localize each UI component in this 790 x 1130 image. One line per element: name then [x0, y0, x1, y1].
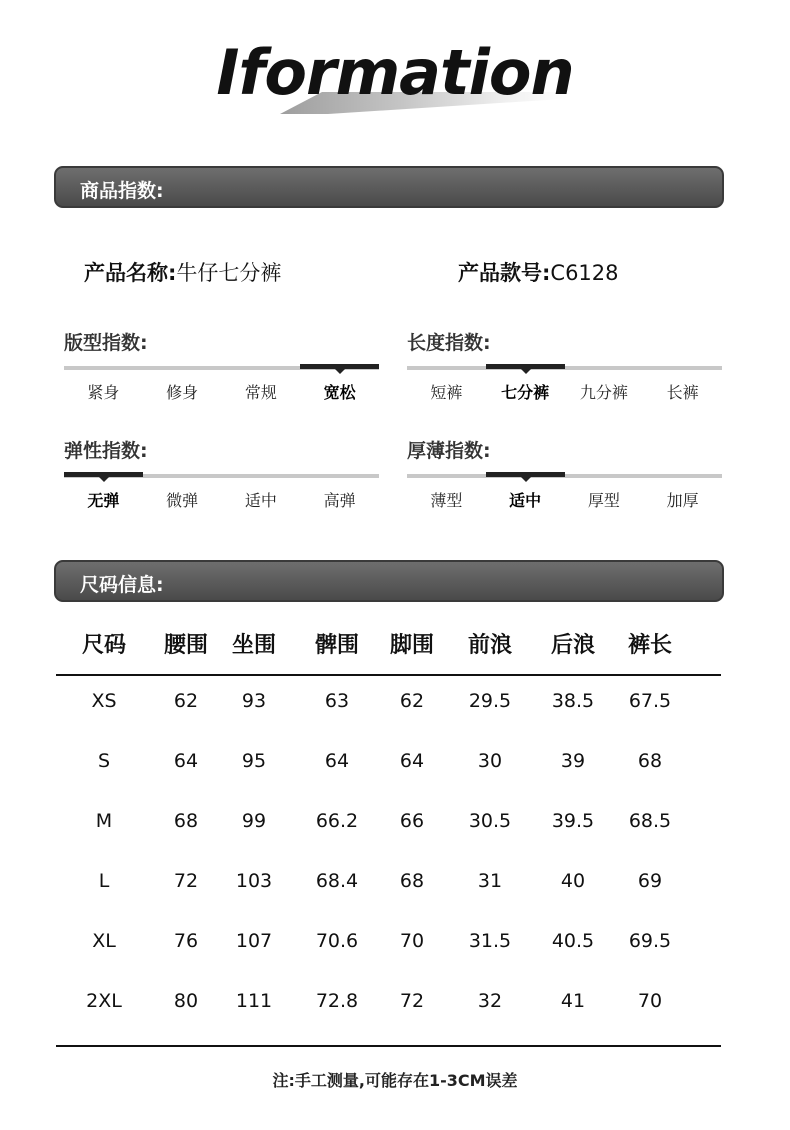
- index-option: 微弹: [166, 491, 199, 510]
- table-row: [56, 676, 721, 736]
- index-option: 薄型: [430, 491, 463, 510]
- index-option: 适中: [244, 491, 277, 510]
- table-cell: 107: [235, 930, 273, 952]
- product-name: [84, 257, 281, 287]
- index-track: [407, 474, 722, 478]
- table-row: [56, 736, 721, 796]
- table-header-cell: 脚围: [389, 633, 434, 658]
- index-marker: [300, 364, 379, 369]
- index-option: 九分裤: [579, 383, 628, 402]
- index-label: 弹性指数:: [64, 440, 148, 462]
- index-option: 适中: [509, 491, 542, 510]
- table-cell: 62: [399, 690, 425, 712]
- table-cell: 30.5: [468, 810, 512, 832]
- table-row: [56, 916, 721, 976]
- index-option: 七分裤: [501, 383, 550, 402]
- index-option: 厚型: [587, 491, 620, 510]
- table-header-cell: 坐围: [231, 633, 276, 658]
- table-cell: M: [95, 810, 113, 832]
- index-marker: [486, 472, 565, 477]
- table-cell: 103: [235, 870, 273, 892]
- table-cell: 38.5: [551, 690, 595, 712]
- section-header-label: 商品指数:: [80, 180, 164, 202]
- table-header-row: [56, 618, 721, 676]
- table-header-cell: 前浪: [467, 633, 512, 658]
- index-track: [407, 366, 722, 370]
- index-option: 高弹: [323, 491, 356, 510]
- table-header-cell: 裤长: [627, 633, 672, 658]
- table-cell: 39: [560, 750, 586, 772]
- table-cell: 31: [477, 870, 503, 892]
- index-options: [64, 488, 379, 511]
- table-bottom-rule: [56, 1045, 721, 1047]
- table-cell: 69.5: [628, 930, 672, 952]
- table-cell: 40: [560, 870, 586, 892]
- section-header-label: 尺码信息:: [80, 574, 164, 596]
- table-cell: 2XL: [86, 990, 122, 1012]
- index-option: 长裤: [666, 383, 699, 402]
- index-label: 版型指数:: [64, 332, 148, 354]
- table-header-cell: 腰围: [163, 633, 208, 658]
- table-cell: 68: [399, 870, 425, 892]
- table-cell: S: [97, 750, 111, 772]
- table-cell: 66.2: [315, 810, 359, 832]
- index-marker: [64, 472, 143, 477]
- table-cell: 32: [477, 990, 503, 1012]
- index-option: 宽松: [323, 383, 356, 402]
- table-cell: 64: [173, 750, 199, 772]
- product-code-value: C6128: [550, 261, 619, 285]
- index-track: [64, 474, 379, 478]
- table-cell: 69: [637, 870, 663, 892]
- table-cell: 93: [241, 690, 267, 712]
- table-header-cell: 后浪: [550, 633, 595, 658]
- page-title: Iformation: [216, 36, 574, 109]
- table-cell: 63: [324, 690, 350, 712]
- table-row: [56, 796, 721, 856]
- table-row: [56, 976, 721, 1036]
- table-header-cell: 尺码: [81, 633, 126, 658]
- table-cell: 29.5: [468, 690, 512, 712]
- index-option: 紧身: [87, 383, 120, 402]
- table-cell: 40.5: [551, 930, 595, 952]
- measurement-note: 注:手工测量,可能存在1-3CM误差: [272, 1071, 518, 1090]
- table-cell: 68.5: [628, 810, 672, 832]
- table-cell: 30: [477, 750, 503, 772]
- index-option: 无弹: [87, 491, 120, 510]
- index-options: [407, 488, 722, 511]
- product-code-label: 产品款号:: [458, 261, 551, 285]
- index-track: [64, 366, 379, 370]
- index-options: [64, 380, 379, 403]
- index-options: [407, 380, 722, 403]
- table-cell: 64: [399, 750, 425, 772]
- table-cell: 70: [399, 930, 425, 952]
- index-option: 常规: [244, 383, 277, 402]
- index-marker: [486, 364, 565, 369]
- table-cell: 95: [241, 750, 267, 772]
- table-cell: 99: [241, 810, 267, 832]
- table-cell: XS: [91, 690, 117, 712]
- table-cell: 66: [399, 810, 425, 832]
- table-cell: 80: [173, 990, 199, 1012]
- section-header-size-info: [54, 560, 724, 602]
- product-name-value: 牛仔七分裤: [176, 261, 282, 285]
- product-name-label: 产品名称:: [84, 261, 177, 285]
- table-row: [56, 856, 721, 916]
- table-cell: 31.5: [468, 930, 512, 952]
- table-cell: 39.5: [551, 810, 595, 832]
- table-cell: 70.6: [315, 930, 359, 952]
- table-cell: 76: [173, 930, 199, 952]
- table-cell: 72: [173, 870, 199, 892]
- table-cell: L: [98, 870, 110, 892]
- table-cell: 68: [173, 810, 199, 832]
- table-cell: 111: [235, 990, 273, 1012]
- section-header-goods-index: [54, 166, 724, 208]
- table-cell: 62: [173, 690, 199, 712]
- size-table: [56, 618, 721, 1036]
- table-cell: 64: [324, 750, 350, 772]
- index-option: 修身: [166, 383, 199, 402]
- table-cell: 72.8: [315, 990, 359, 1012]
- index-label: 厚薄指数:: [407, 440, 491, 462]
- page-title-block: [0, 30, 790, 120]
- table-cell: 70: [637, 990, 663, 1012]
- table-cell: XL: [92, 930, 116, 952]
- table-cell: 67.5: [628, 690, 672, 712]
- index-option: 加厚: [666, 491, 699, 510]
- table-cell: 68: [637, 750, 663, 772]
- index-option: 短裤: [430, 383, 463, 402]
- table-cell: 41: [560, 990, 586, 1012]
- table-header-cell: 髀围: [314, 633, 359, 658]
- table-cell: 72: [399, 990, 425, 1012]
- table-cell: 68.4: [315, 870, 359, 892]
- product-code: [458, 257, 619, 287]
- index-label: 长度指数:: [407, 332, 491, 354]
